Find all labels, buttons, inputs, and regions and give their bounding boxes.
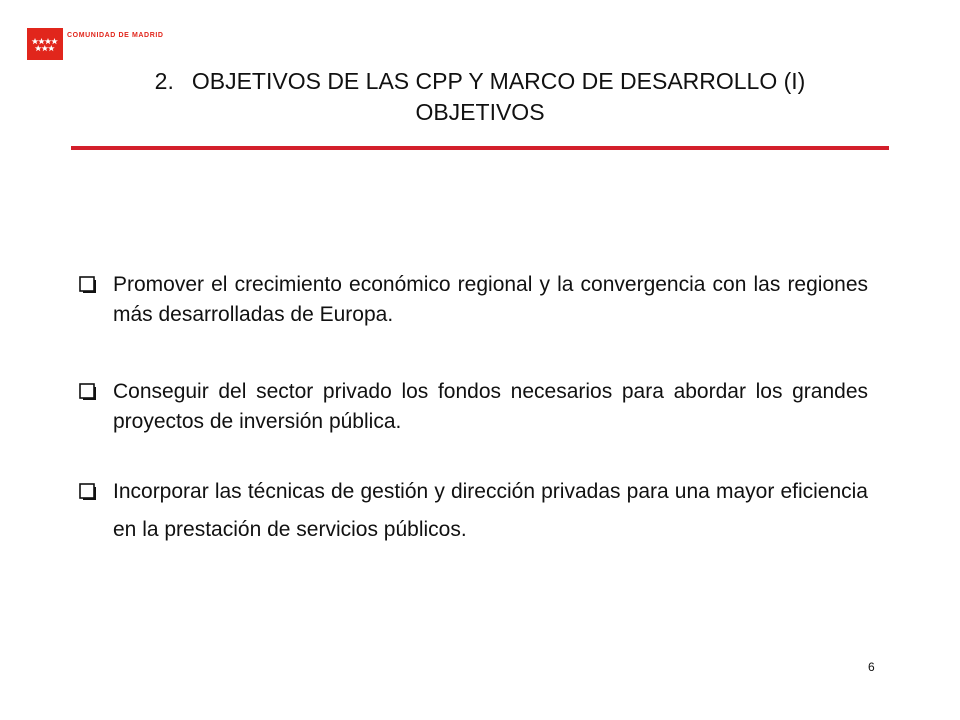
bullet-text: Incorporar las técnicas de gestión y dirección privadas para una mayor eficiencia en la prestación de servicios públicos. xyxy=(113,480,868,541)
bullet-text: Conseguir del sector privado los fondos necesarios para abordar los grandes proyectos de inversión pública. xyxy=(113,380,868,433)
logo-text: COMUNIDAD DE MADRID xyxy=(67,32,164,39)
objectives-list xyxy=(78,270,868,553)
checkbox-icon xyxy=(78,382,96,400)
title-divider xyxy=(71,146,889,150)
slide-title xyxy=(80,66,880,128)
bullet-text: Promover el crecimiento económico regional y la convergencia con las regiones más desarrolladas de Europa. xyxy=(113,273,868,326)
title-line-2: OBJETIVOS xyxy=(415,99,545,125)
page-number: 6 xyxy=(868,660,875,674)
title-line-1 xyxy=(80,66,880,97)
checkbox-icon xyxy=(78,482,96,500)
list-item xyxy=(78,377,868,437)
madrid-flag-icon xyxy=(27,28,63,60)
list-item xyxy=(78,477,868,553)
list-item xyxy=(78,270,868,330)
title-text: OBJETIVOS DE LAS CPP Y MARCO DE DESARROLLO (I) xyxy=(191,68,806,94)
comunidad-madrid-logo xyxy=(27,28,164,60)
checkbox-icon xyxy=(78,275,96,293)
title-number: 2. xyxy=(154,68,174,94)
